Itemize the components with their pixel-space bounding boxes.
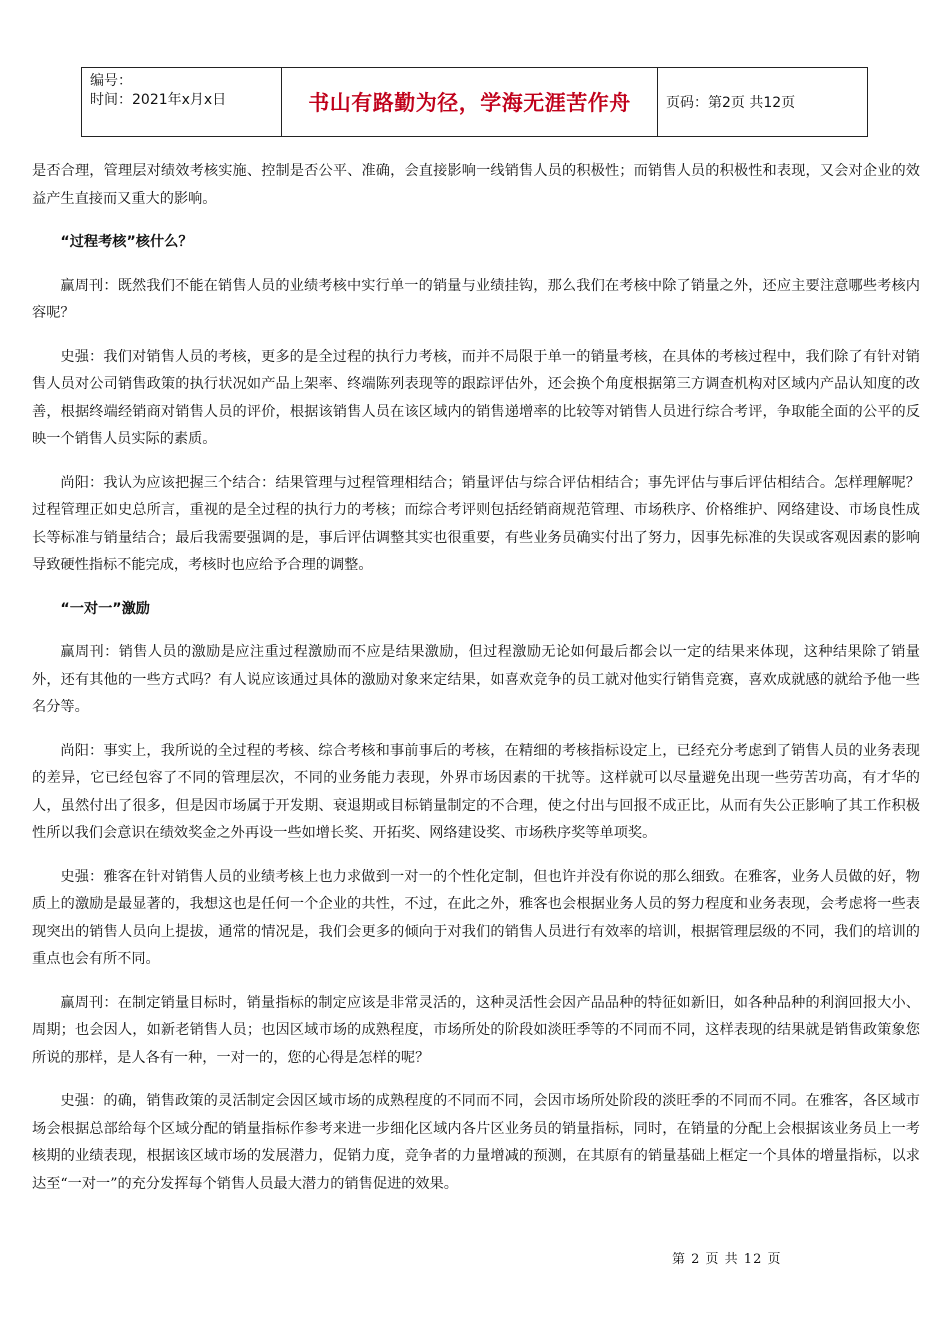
section-heading-process-assessment: “过程考核”核什么？	[60, 234, 193, 250]
header-page-cell	[658, 68, 867, 136]
paragraph-question-1: 赢周刊：既然我们不能在销售人员的业绩考核中实行单一的销量与业绩挂钩，那么我们在考核中除了销量之外，还应主要注意哪些考核内容呢？	[32, 277, 920, 321]
page-info-label: 页码：第2页 共12页	[666, 95, 796, 111]
paragraph-question-3: 赢周刊：在制定销量目标时，销量指标的制定应该是非常灵活的，这种灵活性会因产品品种的特征如新旧，如各种品种的利润回报大小、周期；也会因人，如新老销售人员；也因区域市场的成熟程度，市场所处的阶段如淡旺季等的不同而不同，这样表现的结果就是销售政策象您所说的那样，是人各有一种，一对一的，您的心得是怎样的呢？	[32, 994, 920, 1066]
document-body	[32, 158, 920, 1214]
document-date-label: 时间：2021年x月x日	[90, 92, 227, 108]
paragraph-answer-shi-1: 史强：我们对销售人员的考核，更多的是全过程的执行力考核，而并不局限于单一的销量考核，在具体的考核过程中，我们除了有针对销售人员对公司销售政策的执行状况如产品上架率、终端陈列表现等的跟踪评估外，还会换个角度根据第三方调查机构对区域内产品认知度的改善，根据终端经销商对销售人员的评价，根据该销售人员在该区域内的销售递增率的比较等对销售人员进行综合考评，争取能全面的公平的反映一个销售人员实际的素质。	[32, 348, 920, 447]
paragraph-question-2: 赢周刊：销售人员的激励是应注重过程激励而不应是结果激励，但过程激励无论如何最后都会以一定的结果来体现，这种结果除了销量外，还有其他的一些方式吗？有人说应该通过具体的激励对象来定结果，如喜欢竞争的员工就对他实行销售竞赛，喜欢成就感的就给予他一些名分等。	[32, 644, 920, 715]
header-table	[81, 67, 868, 137]
page-footer: 第 2 页 共 12 页	[672, 1252, 782, 1267]
motto-text: 书山有路勤为径，学海无涯苦作舟	[308, 91, 631, 115]
paragraph-answer-shi-3: 史强：的确，销售政策的灵活制定会因区域市场的成熟程度的不同而不同，会因市场所处阶段的淡旺季的不同而不同。在雅客，各区域市场会根据总部给每个区域分配的销量指标作参考来进一步细化区域内各片区业务员的销量指标，同时，在销量的分配上会根据该业务员上一考核期的业绩表现，根据该区域市场的发展潜力，促销力度，竞争者的力量增减的预测，在其原有的销量基础上框定一个具体的增量指标，以求达至“一对一”的充分发挥每个销售人员最大潜力的销售促进的效果。	[32, 1093, 920, 1192]
document-number-label: 编号：	[90, 73, 132, 89]
section-heading-one-on-one: “一对一”激励	[60, 600, 150, 617]
header-motto-cell	[282, 68, 658, 136]
header-meta-cell	[82, 68, 282, 136]
paragraph-answer-shi-2: 史强：雅客在针对销售人员的业绩考核上也力求做到一对一的个性化定制，但也许并没有你说的那么细致。在雅客，业务人员做的好，物质上的激励是最显著的，我想这也是任何一个企业的共性，不过，在此之外，雅客也会根据业务人员的努力程度和业务表现，会考虑将一些表现突出的销售人员向上提拔，通常的情况是，我们会更多的倾向于对我们的销售人员进行有效率的培训，根据管理层级的不同，我们的培训的重点也会有所不同。	[32, 868, 920, 967]
paragraph-answer-shang-2: 尚阳：事实上，我所说的全过程的考核、综合考核和事前事后的考核，在精细的考核指标设定上，已经充分考虑到了销售人员的业务表现的差异，它已经包容了不同的管理层次，不同的业务能力表现，外界市场因素的干扰等。这样就可以尽量避免出现一些劳苦功高，有才华的人，虽然付出了很多，但是因市场属于开发期、衰退期或目标销量制定的不合理，使之付出与回报不成正比，从而有失公正影响了其工作积极性所以我们会意识在绩效奖金之外再设一些如增长奖、开拓奖、网络建设奖、市场秩序奖等单项奖。	[32, 742, 920, 841]
paragraph-continuation: 是否合理，管理层对绩效考核实施、控制是否公平、准确，会直接影响一线销售人员的积极性；而销售人员的积极性和表现，又会对企业的效益产生直接而又重大的影响。	[32, 163, 920, 207]
paragraph-answer-shang-1: 尚阳：我认为应该把握三个结合：结果管理与过程管理相结合；销量评估与综合评估相结合；事先评估与事后评估相结合。怎样理解呢？过程管理正如史总所言，重视的是全过程的执行力的考核；而综合考评则包括经销商规范管理、市场秩序、价格维护、网络建设、市场良性成长等标准与销量结合；最后我需要强调的是，事后评估调整其实也很重要，有些业务员确实付出了努力，因事先标准的失误或客观因素的影响导致硬性指标不能完成，考核时也应给予合理的调整。	[32, 474, 920, 573]
